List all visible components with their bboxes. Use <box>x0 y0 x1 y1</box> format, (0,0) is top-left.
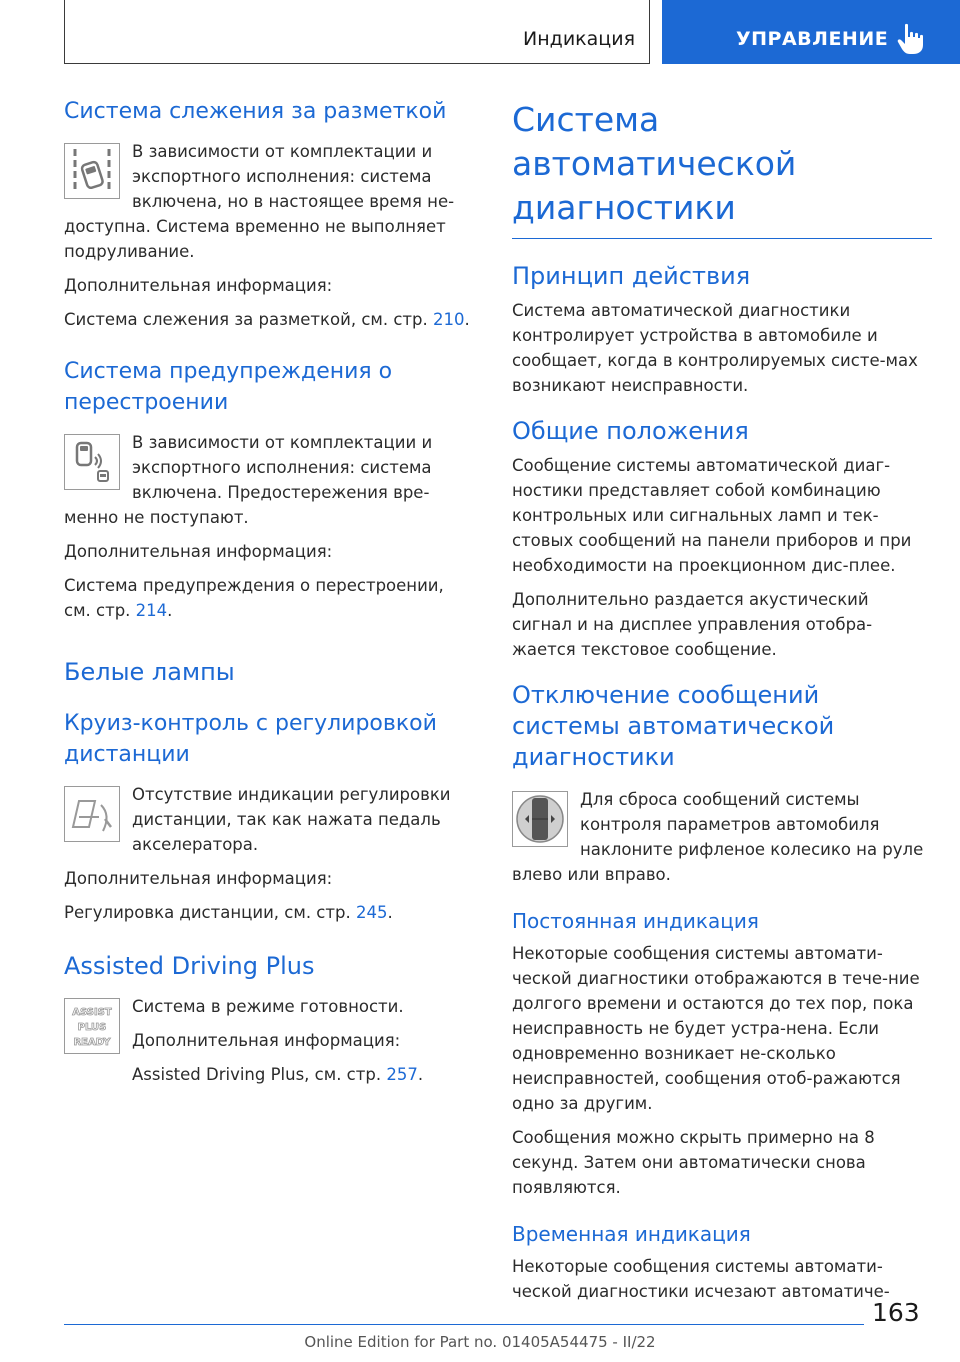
white-lamps-heading: Белые лампы <box>64 658 235 686</box>
assisted-driving-text: Система в режиме готовности. <box>132 997 404 1016</box>
hand-pointer-icon <box>896 22 926 56</box>
header-section-label: Индикация <box>523 28 635 50</box>
lane-keeping-block <box>64 139 474 264</box>
cruise-control-page-link[interactable]: 245 <box>355 903 388 922</box>
footer-edition-text: Online Edition for Part no. 01405A54475 - II/22 <box>304 1333 656 1351</box>
lane-keeping-icon <box>64 143 120 199</box>
assisted-driving-reference <box>132 1062 474 1087</box>
disable-messages-text: Для сброса сообщений системы контроля параметров автомобиля наклоните рифленое колесико на руле влево или вправо. <box>512 790 924 884</box>
temporary-display-text: Некоторые сообщения системы автомати-ческой диагностики исчезают автоматиче- <box>512 1257 890 1301</box>
thumbwheel-icon <box>512 791 568 847</box>
cruise-control-ref-period: . <box>387 903 393 922</box>
lane-keeping-ref-text: Система слежения за разметкой, см. стр. <box>64 310 433 329</box>
assisted-driving-ref-text: Assisted Driving Plus, см. стр. <box>132 1065 387 1084</box>
header-chapter-tab[interactable] <box>662 0 960 64</box>
disable-messages-title: Отключение сообщений системы автоматической диагностики <box>512 681 835 771</box>
general-title: Общие положения <box>512 417 749 445</box>
assisted-driving-section <box>64 951 474 1087</box>
assist-icon-line-2: PLUS <box>77 1022 107 1033</box>
title-divider <box>512 238 932 239</box>
principle-title: Принцип действия <box>512 262 751 290</box>
page-number: 163 <box>872 1298 920 1327</box>
disable-messages-section <box>512 680 932 887</box>
general-text-2: Дополнительно раздается акустический сигнал и на дисплее управления отобра-жается текстовое сообщение. <box>512 590 873 659</box>
distance-control-icon <box>64 786 120 842</box>
lane-keeping-ref-period: . <box>464 310 470 329</box>
assist-icon-line-3: READY <box>73 1037 111 1048</box>
lane-change-title: Система предупреждения о перестроении <box>64 359 393 415</box>
right-column <box>512 96 932 1304</box>
lane-change-warning-icon <box>64 434 120 490</box>
permanent-display-section <box>512 907 932 1200</box>
assisted-driving-block <box>64 994 474 1087</box>
lane-keeping-page-link[interactable]: 210 <box>432 310 465 329</box>
assist-plus-ready-icon <box>64 998 120 1054</box>
lane-change-more-info: Дополнительная информация: <box>64 542 333 561</box>
assisted-driving-page-link[interactable]: 257 <box>386 1065 418 1084</box>
permanent-display-text-1: Некоторые сообщения системы автомати-ческой диагностики отображаются в тече-ние долгого времени и остаются до тех пор, пока неисправность не будет устра-нена. Если одновременно возникает не-сколько неисправностей, сообщения отоб-ражаются одно за другим. <box>512 944 920 1113</box>
permanent-display-text-2: Сообщения можно скрыть примерно на 8 секунд. Затем они автоматически снова появляются. <box>512 1128 875 1197</box>
assisted-driving-ref-period: . <box>417 1065 424 1084</box>
cruise-control-block <box>64 782 474 857</box>
lane-change-reference <box>64 573 474 623</box>
lane-change-ref-text: Система предупреждения о перестроении, см. стр. <box>64 576 444 620</box>
lane-change-ref-period: . <box>167 601 173 620</box>
temporary-display-title: Временная индикация <box>512 1222 751 1246</box>
lane-change-page-link[interactable]: 214 <box>135 601 168 620</box>
assisted-driving-title: Assisted Driving Plus <box>64 952 315 980</box>
permanent-display-title: Постоянная индикация <box>512 909 759 933</box>
cruise-control-reference <box>64 900 474 925</box>
lane-keeping-reference <box>64 307 474 332</box>
lane-keeping-text: В зависимости от комплектации и экспортного исполнения: система включена, но в настоящее время не-доступна. Система временно не выполняет подруливание. <box>64 142 455 261</box>
disable-messages-block <box>512 787 932 887</box>
general-section <box>512 416 932 662</box>
temporary-display-section <box>512 1220 932 1304</box>
lane-keeping-title: Система слежения за разметкой <box>64 99 447 124</box>
principle-text: Система автоматической диагностики контролирует устройства в автомобиле и сообщает, когда в контролируемых систе-мах возникают неисправности. <box>512 301 918 395</box>
assisted-driving-text-group <box>132 994 474 1087</box>
lane-change-text: В зависимости от комплектации и экспортного исполнения: система включена. Предостережения вре-менно не поступают. <box>64 433 433 527</box>
header-chapter-label: УПРАВЛЕНИЕ <box>736 28 889 50</box>
lane-keeping-more-info: Дополнительная информация: <box>64 276 333 295</box>
assist-icon-line-1: ASSIST <box>72 1007 112 1018</box>
general-text-1: Сообщение системы автоматической диаг-ностики представляет собой комбинацию контрольных или сигнальных ламп и тек-стовых сообщений на панели приборов и при необходимости на проекционном дис-плее. <box>512 456 912 575</box>
cruise-control-title: Круиз-контроль с регулировкой дистанции <box>64 711 437 767</box>
footer-divider <box>64 1324 864 1325</box>
lane-change-block <box>64 430 474 530</box>
cruise-control-text: Отсутствие индикации регулировки дистанции, так как нажата педаль акселератора. <box>132 785 451 854</box>
lane-keeping-section <box>64 96 474 332</box>
cruise-control-more-info: Дополнительная информация: <box>64 869 333 888</box>
cruise-control-section <box>64 708 474 925</box>
left-column <box>64 96 474 1087</box>
principle-section <box>512 261 932 398</box>
lane-change-section <box>64 356 474 623</box>
auto-diagnostics-title: Система автоматической диагностики <box>512 100 797 227</box>
header-section-box <box>64 0 650 64</box>
assisted-driving-more-info: Дополнительная информация: <box>132 1031 401 1050</box>
cruise-control-ref-text: Регулировка дистанции, см. стр. <box>64 903 356 922</box>
